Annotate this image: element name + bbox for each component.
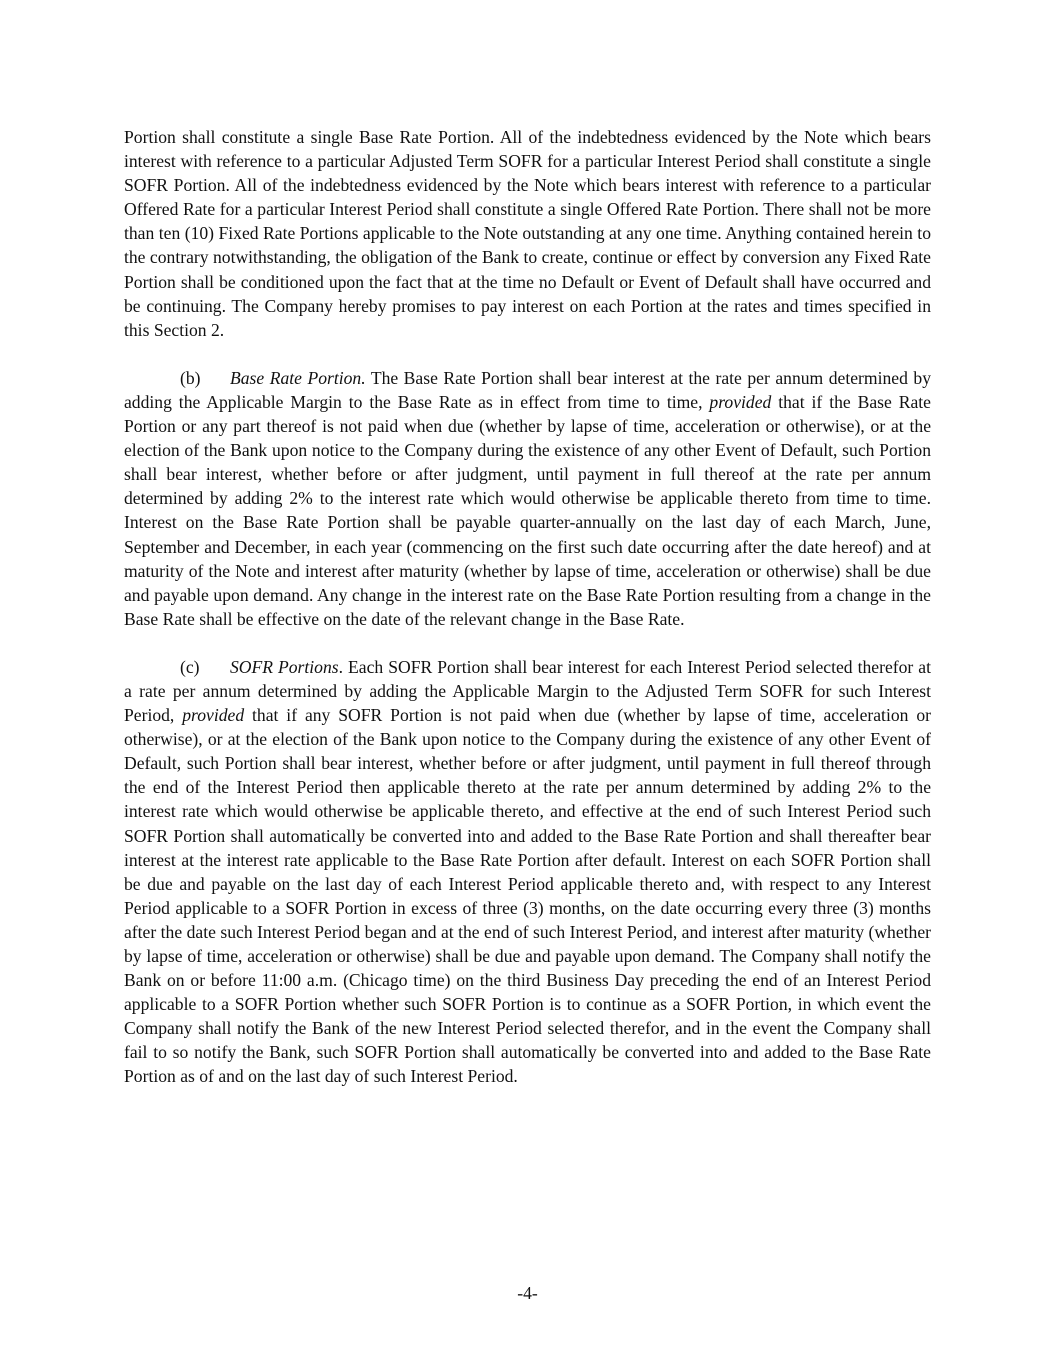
section-marker: (c) — [180, 656, 200, 677]
paragraph-text: that if any SOFR Portion is not paid when due (whether by lapse of time, acceleration or otherwise), or at the election of the Bank upon notice to the Company during the existence of any other Event of Default, such Portion shall bear interest, whether before or after judgment, until payment in full thereof through the end of the Interest Period then applicable thereto at the rate per annum determined by adding 2% to the interest rate which would otherwise be applicable thereto, and effective at the end of such Interest Period such SOFR Portion shall automatically be converted into and added to the Base Rate Portion and shall thereafter bear interest at the interest rate applicable to the Base Rate Portion after default. Interest on each SOFR Portion shall be due and payable on the last day of each Interest Period applicable thereto and, with respect to any Interest Period applicable to a SOFR Portion in excess of three (3) months, on the date occurring every three (3) months after the date such Interest Period began and at the end of such Interest Period, and interest after maturity (whether by lapse of time, acceleration or otherwise) shall be due and payable upon demand. The Company shall notify the Bank on or before 11:00 a.m. (Chicago time) on the third Business Day preceding the end of an Interest Period applicable to a SOFR Portion whether such SOFR Portion is to continue as a SOFR Portion, in which event the Company shall notify the Bank of the new Interest Period selected therefor, and in the event the Company shall fail to so notify the Bank, such SOFR Portion shall automatically be converted into and added to the Base Rate Portion as of and on the last day of such Interest Period. — [124, 705, 931, 1087]
section-marker: (b) — [180, 367, 201, 388]
document-body — [124, 125, 931, 1089]
section-heading: Base Rate Portion. — [230, 367, 366, 388]
emphasis-text: provided — [709, 391, 772, 412]
paragraph-sofr-portions — [124, 655, 931, 1089]
page-number: -4- — [517, 1283, 538, 1303]
paragraph-continuation — [124, 125, 931, 342]
emphasis-text: provided — [182, 705, 245, 726]
paragraph-base-rate-portion — [124, 366, 931, 631]
paragraph-text: . Each SOFR Portion shall bear interest for each Interest Period selected therefor at a rate per annum determined by adding the Applicable Margin to the Adjusted Term SOFR for such Interest Period, — [124, 656, 931, 726]
paragraph-text: Portion shall constitute a single Base Rate Portion. All of the indebtedness evidenced by the Note which bears interest with reference to a particular Adjusted Term SOFR for a particular Interest Period shall constitute a single SOFR Portion. All of the indebtedness evidenced by the Note which bears interest with reference to a particular Offered Rate for a particular Interest Period shall constitute a single Offered Rate Portion. There shall not be more than ten (10) Fixed Rate Portions applicable to the Note outstanding at any one time. Anything contained herein to the contrary notwithstanding, the obligation of the Bank to create, continue or effect by conversion any Fixed Rate Portion shall be conditioned upon the fact that at the time no Default or Event of Default shall have occurred and be continuing. The Company hereby promises to pay interest on each Portion at the rates and times specified in this Section 2. — [124, 127, 931, 340]
paragraph-text: that if the Base Rate Portion or any part thereof is not paid when due (whether by lapse of time, acceleration or otherwise), or at the election of the Bank upon notice to the Company during the existence of any other Event of Default, such Portion shall bear interest, whether before or after judgment, until payment in full thereof at the rate per annum determined by adding 2% to the interest rate which would otherwise be applicable thereto from time to time. Interest on the Base Rate Portion shall be payable quarter-annually on the last day of each March, June, September and December, in each year (commencing on the first such date occurring after the date hereof) and at maturity of the Note and interest after maturity (whether by lapse of time, acceleration or otherwise) shall be due and payable upon demand. Any change in the interest rate on the Base Rate Portion resulting from a change in the Base Rate shall be effective on the date of the relevant change in the Base Rate. — [124, 391, 931, 629]
paragraph-text: The Base Rate Portion shall bear interest at the rate per annum determined by adding the Applicable Margin to the Base Rate as in effect from time to time, — [124, 367, 931, 412]
section-heading: SOFR Portions — [230, 656, 339, 677]
